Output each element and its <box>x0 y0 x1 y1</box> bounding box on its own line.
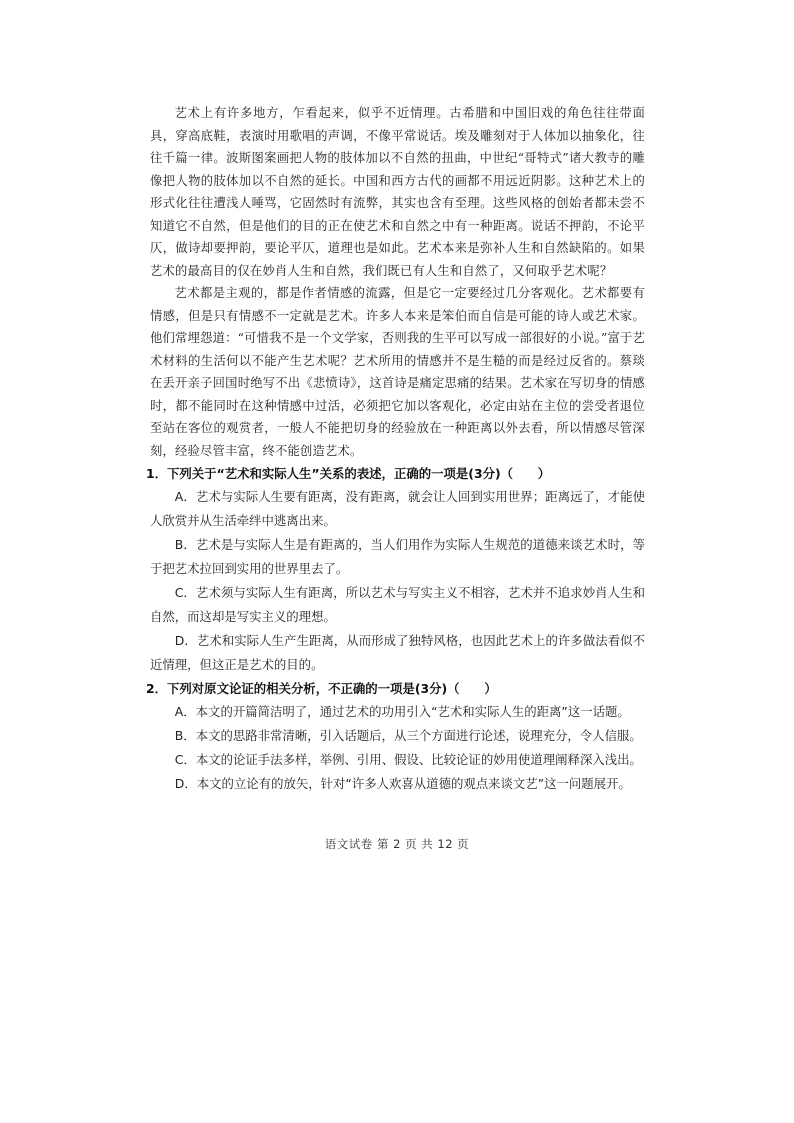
question-1-option-b: B．艺术是与实际人生是有距离的，当人们用作为实际人生规范的道德来谈艺术时，等于把艺术拉回到实用的世界里去了。 <box>150 537 645 576</box>
page-footer: 语文试卷 第 2 页 共 12 页 <box>324 837 470 851</box>
question-2-option-c: C．本文的论证手法多样，举例、引用、假设、比较论证的妙用使道理阐释深入浅出。 <box>174 752 642 767</box>
question-2-option-d: D．本文的立论有的放矢，针对“许多人欢喜从道德的观点来谈文艺”这一问题展开。 <box>174 776 631 791</box>
question-1-option-a: A．艺术与实际人生要有距离，没有距离，就会让人回到实用世界；距离远了，才能使人欣赏并从生活牵绊中逃离出来。 <box>150 489 645 528</box>
question-2-stem: 2．下列对原文论证的相关分析，不正确的一项是(3分)（ ） <box>146 681 497 696</box>
question-2-option-b: B．本文的思路非常清晰，引入话题后，从三个方面进行论述，说理充分，令人信服。 <box>174 728 642 743</box>
question-2 <box>146 677 645 796</box>
question-1-option-d: D．艺术和实际人生产生距离，从而形成了独特风格，也因此艺术上的许多做法看似不近情理，但这正是艺术的目的。 <box>150 633 645 672</box>
question-2-option-a: A．本文的开篇简洁明了，通过艺术的功用引入“艺术和实际人生的距离”这一话题。 <box>174 704 630 719</box>
passage-paragraph-2: 艺术都是主观的，都是作者情感的流露，但是它一定要经过几分客观化。艺术都要有情感，但是只有情感不一定就是艺术。许多人本来是笨伯而自信是可能的诗人或艺术家。他们常埋怨道：“可惜我不是一个文学家，否则我的生平可以写成一部很好的小说。”富于艺术材料的生活何以不能产生艺术呢？艺术所用的情感并不是生糙的而是经过反省的。蔡琰在丢开亲子回国时绝写不出《悲愤诗》，这首诗是痛定思痛的结果。艺术家在写切身的情感时，都不能同时在这种情感中过活，必须把它加以客观化，必定由站在主位的尝受者退位至站在客位的观赏者，一般人不能把切身的经验放在一种距离以外去看，所以情感尽管深刻，经验尽管丰富，终不能创造艺术。 <box>150 286 645 458</box>
exam-page <box>146 102 645 796</box>
passage-paragraph-1: 艺术上有许多地方，乍看起来，似乎不近情理。古希腊和中国旧戏的角色往往带面具，穿高底鞋，表演时用歌唱的声调，不像平常说话。埃及雕刻对于人体加以抽象化，往往千篇一律。波斯图案画把人物的肢体加以不自然的扭曲，中世纪“哥特式”诸大教寺的雕像把人物的肢体加以不自然的延长。中国和西方古代的画都不用远近阴影。这种艺术上的形式化往往遭浅人唾骂，它固然时有流弊，其实也含有至理。这些风格的创始者都未尝不知道它不自然，但是他们的目的正在使艺术和自然之中有一种距离。说话不押韵，不论平仄，做诗却要押韵，要论平仄，道理也是如此。艺术本来是弥补人生和自然缺陷的。如果艺术的最高目的仅在妙肖人生和自然，我们既已有人生和自然了，又何取乎艺术呢？ <box>150 106 645 278</box>
reading-passage <box>150 102 645 462</box>
question-1-stem: 1．下列关于“艺术和实际人生”关系的表述，正确的一项是(3分)（ ） <box>146 466 551 481</box>
question-1 <box>146 462 645 677</box>
question-1-option-c: C．艺术须与实际人生有距离，所以艺术与写实主义不相容，艺术并不追求妙肖人生和自然，而这却是写实主义的理想。 <box>150 585 645 624</box>
